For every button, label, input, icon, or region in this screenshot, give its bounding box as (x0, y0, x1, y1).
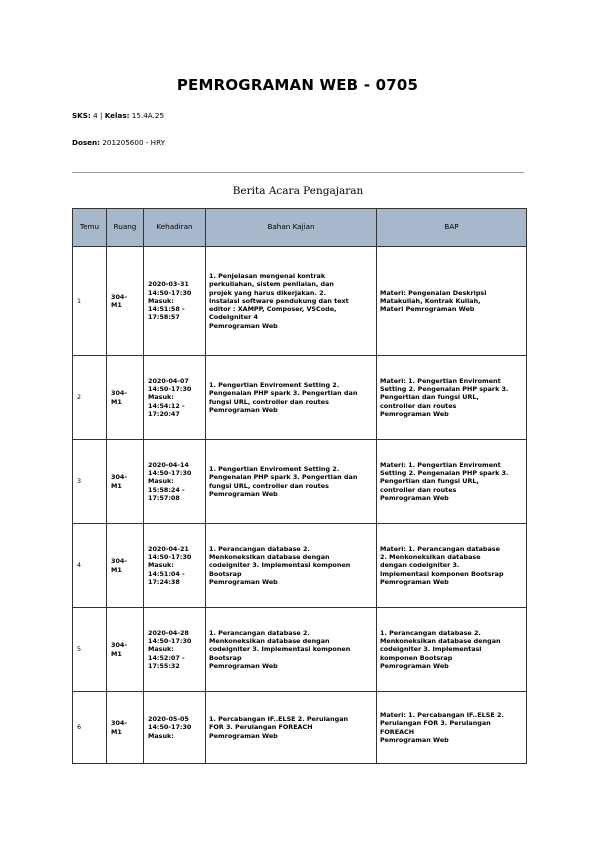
cell-bap (377, 692, 527, 764)
table-row (73, 440, 527, 524)
cell-temu: 2 (73, 356, 107, 440)
cell-bahan-kajian-line: Pemrograman Web (209, 405, 278, 414)
course-meta (72, 111, 164, 120)
cell-bap-line: Materi: 1. Perancangan database (380, 544, 500, 553)
dosen-value: 201205600 - HRY (102, 138, 166, 147)
cell-bap (377, 524, 527, 608)
cell-ruang-line: 304- (111, 389, 127, 398)
header-kehadiran: Kehadiran (144, 209, 206, 247)
cell-kehadiran-line: Masuk: (148, 561, 174, 570)
cell-kehadiran-line: 14:50-17:30 (148, 288, 192, 297)
cell-kehadiran (144, 356, 206, 440)
cell-bahan-kajian-line: perkuliahan, sistem penilaian, dan (209, 280, 334, 289)
cell-bahan-kajian-line: Bootsrap (209, 569, 242, 578)
kelas-label: Kelas: (104, 111, 130, 120)
table-row (73, 692, 527, 764)
cell-temu: 3 (73, 440, 107, 524)
cell-ruang-line: 304- (111, 719, 127, 728)
cell-bap-line: Materi: 1. Percabangan IF..ELSE 2. (380, 710, 504, 719)
cell-bap-line: komponen Bootsrap (380, 653, 453, 662)
cell-bahan-kajian-line: 1. Pengertian Enviroment Setting 2. (209, 464, 340, 473)
header-temu: Temu (73, 209, 107, 247)
cell-bahan-kajian-line: FOR 3. Perulangan FOREACH (209, 723, 313, 732)
cell-bahan-kajian-line: Menkoneksikan database dengan (209, 637, 330, 646)
cell-kehadiran (144, 524, 206, 608)
cell-bap-line: Pemrograman Web (380, 577, 449, 586)
cell-bap-line: Materi: 1. Pengertian Enviroment (380, 460, 501, 469)
cell-bahan-kajian-line: 1. Perancangan database 2. (209, 628, 310, 637)
table-row (73, 247, 527, 356)
cell-bap-line: Pengertian dan fungsi URL, (380, 477, 479, 486)
cell-kehadiran (144, 440, 206, 524)
cell-ruang-line: M1 (111, 481, 122, 490)
cell-bap (377, 247, 527, 356)
cell-ruang-line: 304- (111, 473, 127, 482)
cell-bahan-kajian-line: Pemrograman Web (209, 489, 278, 498)
sks-value: 4 (93, 111, 98, 120)
cell-kehadiran-line: 14:51:04 - (148, 569, 185, 578)
dosen-label: Dosen: (72, 138, 101, 147)
header-ruang: Ruang (107, 209, 144, 247)
cell-bahan-kajian-line: 1. Penjelasan mengenai kontrak (209, 271, 326, 280)
cell-bap-line: 2. Menkoneksikan database (380, 553, 481, 562)
cell-bap-line: Matakuliah, Kontrak Kuliah, (380, 296, 481, 305)
cell-bap-line: Menkoneksikan database dengan (380, 637, 501, 646)
kelas-value: 15.4A.25 (131, 111, 165, 120)
cell-kehadiran-line: 14:52:07 - (148, 653, 185, 662)
cell-kehadiran-line: 14:51:58 - (148, 305, 185, 314)
cell-kehadiran (144, 692, 206, 764)
cell-bap-line: Pemrograman Web (380, 493, 449, 502)
cell-bahan-kajian-line: Pengenalan PHP spark 3. Pengertian dan (209, 473, 358, 482)
cell-bahan-kajian-line: codeigniter 3. Implementasi komponen (209, 561, 351, 570)
cell-bap-line: dengan codeigniter 3. (380, 561, 460, 570)
cell-bahan-kajian-line: Pemrograman Web (209, 661, 278, 670)
cell-ruang (107, 524, 144, 608)
cell-bahan-kajian (206, 608, 377, 692)
table-header-row (73, 209, 527, 247)
cell-bahan-kajian-line: Menkoneksikan database dengan (209, 553, 330, 562)
cell-bap-line: Materi Pemrograman Web (380, 305, 475, 314)
cell-bap (377, 440, 527, 524)
cell-kehadiran-line: 17:24:38 (148, 577, 180, 586)
cell-bap-line: Materi: Pengenalan Deskripsi (380, 288, 487, 297)
cell-bahan-kajian (206, 356, 377, 440)
cell-temu: 4 (73, 524, 107, 608)
cell-bap-line: Implementasi komponen Bootsrap (380, 569, 504, 578)
divider (72, 172, 524, 173)
cell-kehadiran-line: 14:54:12 - (148, 401, 185, 410)
cell-bahan-kajian-line: fungsi URL, controller dan routes (209, 397, 329, 406)
cell-bap-line: Pengertian dan fungsi URL, (380, 393, 479, 402)
meta-separator: | (99, 111, 103, 120)
cell-ruang (107, 247, 144, 356)
cell-temu: 6 (73, 692, 107, 764)
cell-bap-line: controller dan routes (380, 401, 457, 410)
cell-bahan-kajian-line: 1. Percabangan IF..ELSE 2. Perulangan (209, 715, 349, 724)
sks-label: SKS: (72, 111, 91, 120)
cell-ruang (107, 440, 144, 524)
cell-bap-line: Materi: 1. Pengertian Enviroment (380, 376, 501, 385)
cell-bap-line: codeigniter 3. Implementasi (380, 645, 482, 654)
course-title: PEMROGRAMAN WEB - 0705 (176, 76, 419, 94)
cell-bap-line: controller dan routes (380, 485, 457, 494)
cell-ruang-line: 304- (111, 557, 127, 566)
cell-bap-line: Perulangan FOR 3. Perulangan (380, 719, 491, 728)
cell-kehadiran-line: Masuk: (148, 393, 174, 402)
cell-kehadiran-line: 17:57:08 (148, 493, 180, 502)
cell-bap-line: Setting 2. Pengenalan PHP spark 3. (380, 385, 509, 394)
cell-ruang (107, 356, 144, 440)
cell-kehadiran-line: 2020-03-31 (148, 280, 189, 289)
teaching-record-table (72, 208, 527, 764)
table-row (73, 524, 527, 608)
cell-bap (377, 608, 527, 692)
cell-kehadiran-line: 17:58:57 (148, 313, 180, 322)
cell-bahan-kajian-line: CodeIgniter 4 (209, 313, 258, 322)
cell-bap-line: Pemrograman Web (380, 735, 449, 744)
cell-bahan-kajian-line: Pemrograman Web (209, 321, 278, 330)
cell-ruang-line: 304- (111, 641, 127, 650)
cell-ruang-line: M1 (111, 649, 122, 658)
cell-kehadiran (144, 608, 206, 692)
header-bahan-kajian: Bahan Kajian (206, 209, 377, 247)
cell-ruang-line: M1 (111, 727, 122, 736)
cell-kehadiran-line: 2020-05-05 (148, 715, 189, 724)
cell-kehadiran (144, 247, 206, 356)
cell-temu: 5 (73, 608, 107, 692)
cell-kehadiran-line: Masuk: (148, 477, 174, 486)
cell-bahan-kajian (206, 440, 377, 524)
cell-kehadiran-line: 17:20:47 (148, 409, 180, 418)
cell-bap-line: Pemrograman Web (380, 409, 449, 418)
cell-bahan-kajian (206, 524, 377, 608)
cell-kehadiran-line: 14:50-17:30 (148, 637, 192, 646)
cell-bahan-kajian (206, 247, 377, 356)
cell-bahan-kajian-line: Pemrograman Web (209, 577, 278, 586)
cell-kehadiran-line: 15:58:24 - (148, 485, 185, 494)
cell-ruang-line: M1 (111, 397, 122, 406)
cell-bahan-kajian-line: editor : XAMPP, Composer, VSCode, (209, 305, 337, 314)
cell-bahan-kajian-line: 1. Perancangan database 2. (209, 544, 310, 553)
cell-bahan-kajian (206, 692, 377, 764)
cell-kehadiran-line: 17:55:32 (148, 661, 180, 670)
table-row (73, 608, 527, 692)
cell-kehadiran-line: Masuk: (148, 645, 174, 654)
cell-kehadiran-line: 2020-04-21 (148, 544, 189, 553)
cell-bahan-kajian-line: codeigniter 3. Implementasi komponen (209, 645, 351, 654)
cell-kehadiran-line: 2020-04-07 (148, 376, 189, 385)
cell-bap-line: FOREACH (380, 727, 415, 736)
cell-ruang-line: M1 (111, 301, 122, 309)
cell-kehadiran-line: 2020-04-14 (148, 460, 189, 469)
cell-kehadiran-line: 14:50-17:30 (148, 469, 192, 478)
cell-bahan-kajian-line: 1. Pengertian Enviroment Setting 2. (209, 380, 340, 389)
cell-kehadiran-line: 14:50-17:30 (148, 723, 192, 732)
cell-ruang-line: 304- (111, 292, 127, 301)
cell-bahan-kajian-line: Instalasi software pendukung dan text (209, 296, 349, 305)
cell-kehadiran-line: 14:50-17:30 (148, 385, 192, 394)
cell-bap-line: Pemrograman Web (380, 661, 449, 670)
cell-bahan-kajian-line: Pemrograman Web (209, 731, 278, 740)
header-bap: BAP (377, 209, 527, 247)
cell-kehadiran-line: 14:50-17:30 (148, 553, 192, 562)
cell-bahan-kajian-line: Pengenalan PHP spark 3. Pengertian dan (209, 389, 358, 398)
table-row (73, 356, 527, 440)
cell-kehadiran-line: Masuk: (148, 731, 174, 740)
cell-kehadiran-line: Masuk: (148, 296, 174, 305)
cell-temu: 1 (73, 247, 107, 356)
cell-bahan-kajian-line: Bootsrap (209, 653, 242, 662)
section-title: Berita Acara Pengajaran (232, 185, 364, 197)
cell-ruang (107, 608, 144, 692)
cell-ruang (107, 692, 144, 764)
cell-bahan-kajian-line: fungsi URL, controller dan routes (209, 481, 329, 490)
cell-bahan-kajian-line: projek yang harus dikerjakan. 2. (209, 288, 327, 297)
cell-bap-line: Setting 2. Pengenalan PHP spark 3. (380, 469, 509, 478)
lecturer-info (72, 138, 165, 147)
cell-ruang-line: M1 (111, 565, 122, 574)
cell-bap-line: 1. Perancangan database 2. (380, 628, 481, 637)
cell-kehadiran-line: 2020-04-28 (148, 628, 189, 637)
cell-bap (377, 356, 527, 440)
